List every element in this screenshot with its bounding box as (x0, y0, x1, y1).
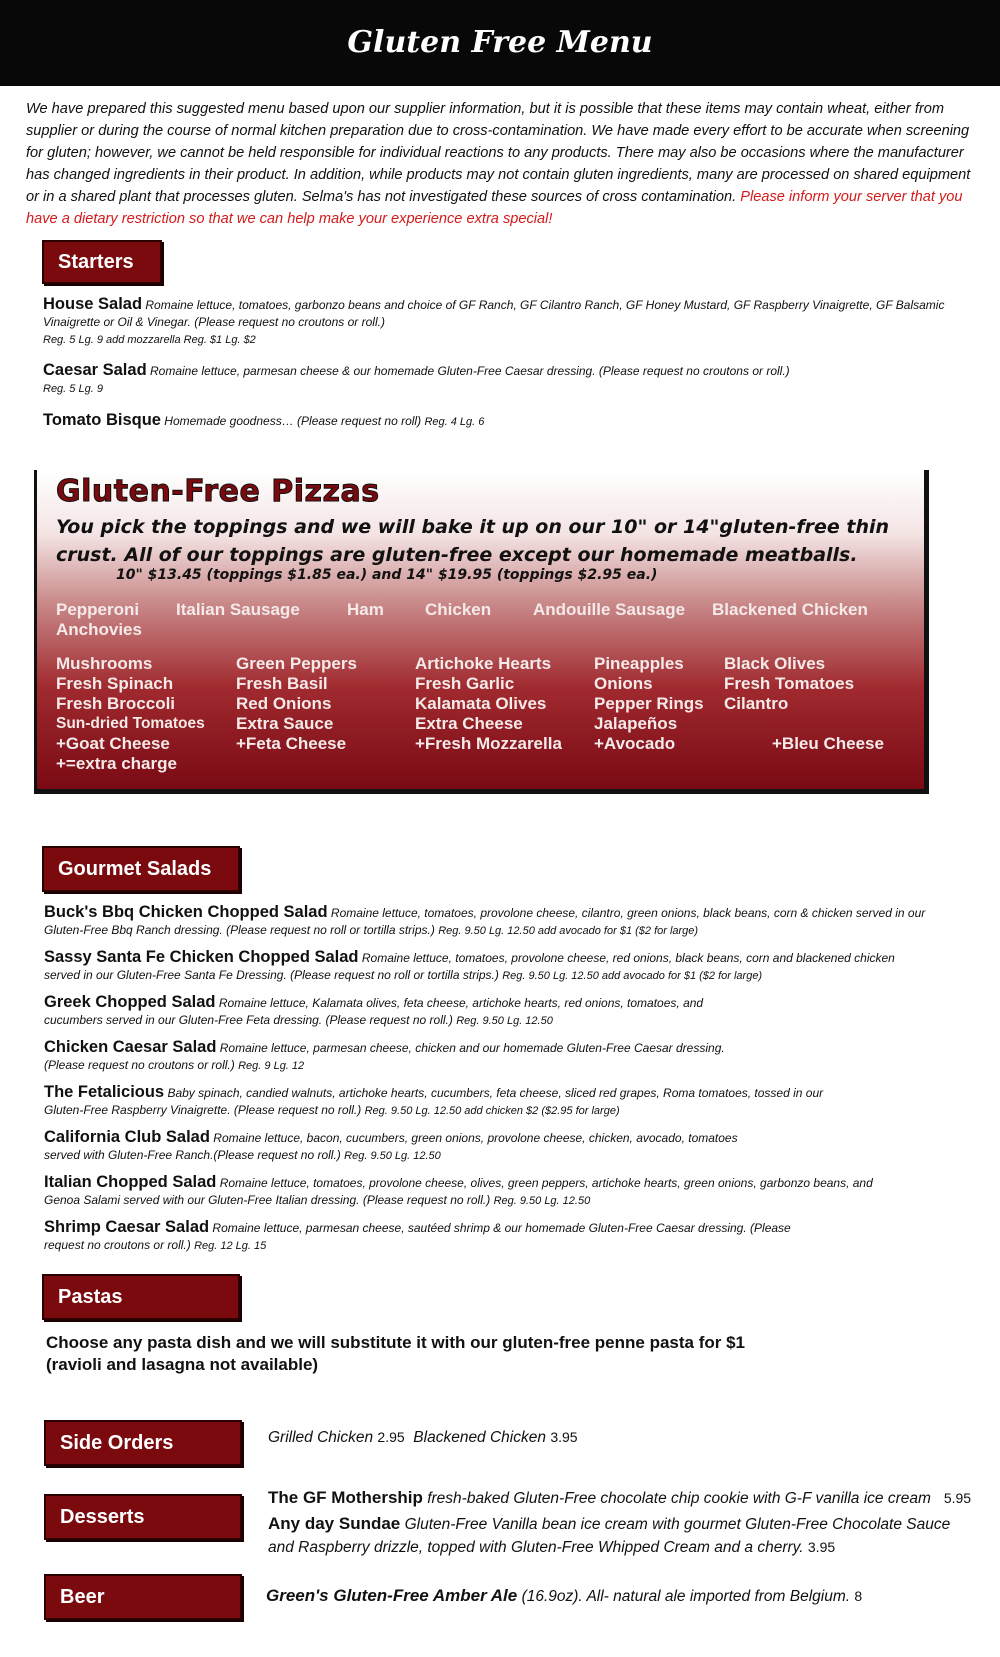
side-item: Grilled Chicken (268, 1429, 374, 1446)
item-name: Greek Chopped Salad (44, 993, 216, 1011)
item-price: Reg. 9.50 Lg. 12.50 add chicken $2 ($2.95 for large) (364, 1105, 620, 1117)
pastas-note (46, 1332, 946, 1376)
topping: Pepper Rings (594, 694, 704, 713)
pizza-description: You pick the toppings and we will bake it up on our 10" or 14"gluten-free thin crust. All of our toppings are gluten-free except our homemade meatballs. (56, 516, 890, 566)
item-name: Green's Gluten-Free Amber Ale (266, 1586, 518, 1605)
item-name: Any day Sundae (268, 1514, 401, 1533)
topping: Extra Sauce (236, 714, 334, 733)
item-price: Reg. 5 Lg. 9 (43, 383, 103, 395)
topping-meat: Italian Sausage (176, 600, 300, 619)
salad-item (44, 1174, 904, 1210)
item-name: Caesar Salad (43, 361, 147, 379)
topping: Fresh Garlic (415, 674, 515, 693)
side-price: 3.95 (550, 1429, 578, 1445)
item-price: Reg. 5 Lg. 9 add mozzarella Reg. $1 Lg. $2 (43, 334, 256, 346)
salad-item (44, 1084, 864, 1120)
topping-meat: Ham (347, 600, 384, 619)
pastas-line: (ravioli and lasagna not available) (46, 1355, 319, 1374)
item-desc: Romaine lettuce, bacon, cucumbers, green onions, provolone cheese, chicken, avocado, tomatoes served with Gluten-Free Ranch.(Please request no roll.) (44, 1131, 738, 1162)
topping: Black Olives (724, 654, 826, 673)
side-orders-heading: Side Orders (44, 1420, 242, 1466)
topping: Fresh Tomatoes (724, 674, 855, 693)
item-price: Reg. 4 Lg. 6 (424, 416, 485, 428)
side-orders-list (268, 1426, 578, 1449)
item-name: The Fetalicious (44, 1083, 165, 1101)
item-name: Chicken Caesar Salad (44, 1038, 217, 1056)
item-name: Buck's Bbq Chicken Chopped Salad (44, 903, 328, 921)
extra-charge-note: +=extra charge (56, 754, 177, 773)
topping: Cilantro (724, 694, 789, 713)
side-item: Blackened Chicken (413, 1429, 546, 1446)
disclaimer (26, 98, 976, 230)
pizza-price: 10" $13.45 (toppings $1.85 ea.) and 14" $19.95 (toppings $2.95 ea.) (116, 567, 658, 583)
item-desc: Romaine lettuce, parmesan cheese, sautéed shrimp & our homemade Gluten-Free Caesar dressing. (Please request no croutons or roll.) (44, 1221, 791, 1252)
item-name: Tomato Bisque (43, 411, 161, 429)
starter-item (43, 412, 953, 431)
topping: Jalapeños (594, 714, 678, 733)
topping: Mushrooms (56, 654, 153, 673)
item-price: 3.95 (807, 1539, 836, 1555)
salad-item (44, 1129, 774, 1165)
topping: Fresh Spinach (56, 674, 174, 693)
item-price: Reg. 9.50 Lg. 12.50 (456, 1015, 553, 1027)
item-price: Reg. 9.50 Lg. 12.50 (344, 1150, 441, 1162)
topping: Kalamata Olives (415, 694, 547, 713)
topping: +Avocado (594, 734, 676, 753)
salad-item (44, 949, 934, 985)
side-price: 2.95 (377, 1429, 405, 1445)
item-desc: Romaine lettuce, tomatoes, provolone cheese, olives, green peppers, artichoke hearts, green onions, garbonzo beans, and Genoa Salami served with our Gluten-Free Italian dressing. (Please request no roll.) (44, 1176, 873, 1207)
topping: Red Onions (236, 694, 332, 713)
gourmet-salads-heading: Gourmet Salads (42, 846, 240, 892)
topping-meat: Andouille Sausage (533, 600, 686, 619)
item-desc: Romaine lettuce, Kalamata olives, feta cheese, artichoke hearts, red onions, tomatoes, and cucumbers served in our Gluten-Free Feta dressing. (Please request no roll.) (44, 996, 704, 1027)
beer-heading: Beer (44, 1574, 242, 1620)
topping: Pineapples (594, 654, 684, 673)
starter-item (43, 362, 953, 398)
item-name: California Club Salad (44, 1128, 210, 1146)
item-name: Italian Chopped Salad (44, 1173, 217, 1191)
item-name: House Salad (43, 295, 143, 313)
starters-heading: Starters (42, 240, 162, 284)
item-desc: Romaine lettuce, parmesan cheese & our homemade Gluten-Free Caesar dressing. (Please request no croutons or roll.) (150, 364, 790, 378)
disclaimer-warning: Please inform your server that you have a dietary restriction so that we can help make your experience extra special! (26, 189, 963, 227)
pastas-line: Choose any pasta dish and we will substitute it with our gluten-free penne pasta for $1 (46, 1333, 745, 1352)
salad-item (44, 1219, 804, 1255)
desserts-heading: Desserts (44, 1494, 242, 1540)
item-price: Reg. 9.50 Lg. 12.50 (493, 1195, 591, 1207)
item-price: 5.95 (943, 1490, 972, 1506)
topping: +Bleu Cheese (772, 734, 884, 753)
item-price: Reg. 12 Lg. 15 (194, 1240, 267, 1252)
item-desc: Baby spinach, candied walnuts, artichoke hearts, cucumbers, feta cheese, sliced red grapes, Roma tomatoes, tossed in our Gluten-Free Raspberry Vinaigrette. (Please request no roll.) (44, 1086, 824, 1117)
starter-item (43, 296, 953, 349)
disclaimer-text: We have prepared this suggested menu based upon our supplier information, but it is possible that these items may contain wheat, either from supplier or during the course of normal kitchen preparation due to cross-contamination. We have made every effort to be accurate when screening for gluten; however, we cannot be held responsible for individual reactions to any products. There may also be occasions where the manufacturer has changed ingredients in their product. In addition, while products may not contain gluten ingredients, many are processed on shared equipment or in a shared plant that processes gluten. Selma's has not investigated these sources of cross contamination. (26, 101, 971, 205)
item-name: Shrimp Caesar Salad (44, 1218, 210, 1236)
topping-meat: Pepperoni (56, 600, 140, 619)
topping-meat: Chicken (425, 600, 492, 619)
item-desc: Romaine lettuce, tomatoes, provolone cheese, red onions, black beans, corn and blackened chicken served in our Gluten-Free Santa Fe Dressing. (Please request no roll or tortilla strips.) (44, 951, 895, 982)
item-desc: Romaine lettuce, parmesan cheese, chicken and our homemade Gluten-Free Caesar dressing. (Please request no croutons or roll.) (44, 1041, 725, 1072)
salad-item (44, 1039, 764, 1075)
page-title: Gluten Free Menu (347, 25, 653, 60)
item-desc: fresh-baked Gluten-Free chocolate chip cookie with G-F vanilla ice cream (427, 1490, 931, 1507)
pastas-heading: Pastas (42, 1274, 240, 1320)
topping: Fresh Basil (236, 674, 328, 693)
topping: Green Peppers (236, 654, 357, 673)
topping-meat: Blackened Chicken (712, 600, 868, 619)
item-name: The GF Mothership (268, 1488, 423, 1507)
dessert-item (268, 1487, 978, 1510)
pizza-title: Gluten-Free Pizzas (56, 474, 380, 509)
item-desc: Romaine lettuce, tomatoes, provolone cheese, cilantro, green onions, black beans, corn & chicken served in our Gluten-Free Bbq Ranch dressing. (Please request no roll or tortilla strips.) (44, 906, 926, 937)
beer-item (266, 1585, 986, 1608)
topping: Fresh Broccoli (56, 694, 176, 713)
item-desc: Gluten-Free Vanilla bean ice cream with gourmet Gluten-Free Chocolate Sauce and Raspberry drizzle, topped with Gluten-Free Whipped Cream and a cherry. (268, 1516, 951, 1556)
item-price: Reg. 9.50 Lg. 12.50 add avocado for $1 ($2 for large) (438, 925, 699, 937)
dessert-item (268, 1513, 958, 1559)
topping-meat: Anchovies (56, 620, 142, 639)
topping: Sun-dried Tomatoes (56, 715, 205, 732)
item-desc: (16.9oz). All- natural ale imported from Belgium. (521, 1588, 851, 1605)
item-price: Reg. 9.50 Lg. 12.50 add avocado for $1 ($2 for large) (502, 970, 763, 982)
topping: Artichoke Hearts (415, 654, 552, 673)
topping: +Goat Cheese (56, 734, 170, 753)
salad-item (44, 904, 934, 940)
item-name: Sassy Santa Fe Chicken Chopped Salad (44, 948, 359, 966)
item-price: Reg. 9 Lg. 12 (238, 1060, 305, 1072)
topping: +Feta Cheese (236, 734, 347, 753)
salad-item (44, 994, 734, 1030)
topping: Onions (594, 674, 653, 693)
item-desc: Homemade goodness… (Please request no roll) (164, 414, 422, 428)
item-price: 8 (854, 1588, 863, 1604)
topping: +Fresh Mozzarella (415, 734, 562, 753)
topping: Extra Cheese (415, 714, 523, 733)
item-desc: Romaine lettuce, tomatoes, garbonzo beans and choice of GF Ranch, GF Cilantro Ranch, GF Honey Mustard, GF Raspberry Vinaigrette, GF Balsamic Vinaigrette or Oil & Vinegar. (Please request no croutons or roll.) (43, 298, 945, 329)
